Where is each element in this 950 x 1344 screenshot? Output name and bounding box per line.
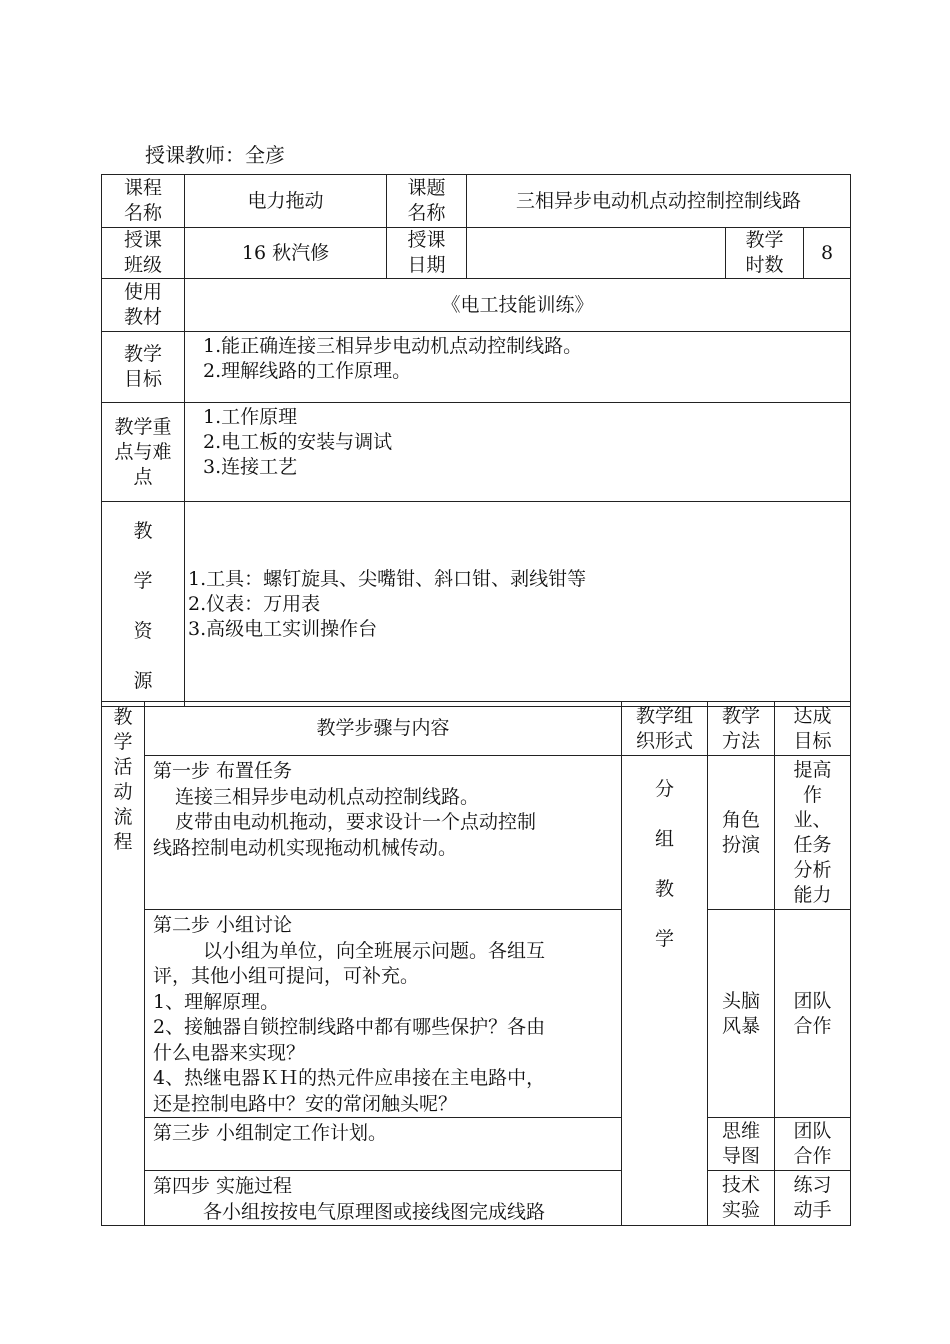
resource-item: 3.高级电工实训操作台 [188,617,378,640]
step-title: 第二步 小组讨论 [153,914,293,936]
step-3-method: 思维 导图 [708,1118,775,1171]
textbook-value: 《电工技能训练》 [185,279,851,332]
step-2-content [145,910,622,1118]
resources-label-char: 源 [133,670,153,692]
flow-header-method: 教学 方法 [708,702,775,756]
step-4-goal: 练习 动手 [775,1171,851,1226]
flow-header-steps: 教学步骤与内容 [145,702,622,756]
org-form-char: 组 [654,828,674,850]
step-line: 连接三相异步电动机点动控制线路。 [175,785,480,808]
goal-content [185,332,851,403]
step-line: 2、接触器自锁控制线路中都有哪些保护？各由 [153,1016,546,1038]
keypoint-item: 3.连接工艺 [203,456,298,478]
step-4-method: 技术 实验 [708,1171,775,1226]
step-line: 皮带由电动机拖动，要求设计一个点动控制 [175,811,537,833]
teacher-line: 授课教师：全彦 [145,143,285,167]
keypoint-item: 1.工作原理 [203,406,298,428]
step-2-method: 头脑 风暴 [708,910,775,1118]
org-form-cell [622,756,708,1226]
keypoint-item: 2.电工板的安装与调试 [203,431,393,453]
step-4-content [145,1171,622,1226]
resources-content [185,502,851,707]
hours-label: 教学 时数 [726,228,804,279]
org-form-char: 学 [654,928,674,950]
date-value [467,228,726,279]
step-line: 什么电器来实现？ [153,1041,306,1064]
hours-value: 8 [804,228,851,279]
topic-value: 三相异步电动机点动控制控制线路 [467,175,851,228]
resources-label-char: 学 [133,570,153,592]
course-name-label: 课程 名称 [102,175,185,228]
goal-item: 1.能正确连接三相异步电动机点动控制线路。 [203,335,583,357]
class-value: 16 秋汽修 [185,228,387,279]
resource-item: 2.仪表：万用表 [188,592,321,615]
step-3-goal: 团队 合作 [775,1118,851,1171]
course-name-value: 电力拖动 [185,175,387,228]
org-form-char: 分 [654,778,674,800]
step-line: 1、理解原理。 [153,990,280,1013]
class-label: 授课 班级 [102,228,185,279]
resource-item: 1.工具：螺钉旋具、尖嘴钳、斜口钳、剥线钳等 [188,567,587,590]
resources-label-char: 资 [133,620,153,642]
goal-label: 教学 目标 [102,332,185,403]
topic-label: 课题 名称 [387,175,467,228]
resources-label-char: 教 [133,520,153,542]
step-title: 第三步 小组制定工作计划。 [153,1122,388,1144]
keypoints-label: 教学重 点与难 点 [102,403,185,502]
keypoints-content [185,403,851,502]
step-1-method: 角色 扮演 [708,756,775,910]
step-3-content [145,1118,622,1171]
step-line: 线路控制电动机实现拖动机械传动。 [153,836,458,859]
flow-side-label: 教 学 活 动 流 程 [102,702,145,1226]
step-line: 评，其他小组可提问，可补充。 [153,965,420,987]
step-1-goal: 提高 作 业、 任务 分析 能力 [775,756,851,910]
step-title: 第四步 实施过程 [153,1175,293,1197]
flow-header-goal: 达成 目标 [775,702,851,756]
step-2-goal: 团队 合作 [775,910,851,1118]
org-form-char: 教 [654,878,674,900]
step-line: 以小组为单位，向全班展示问题。各组互 [203,939,546,962]
step-line: 还是控制电路中？安的常闭触头呢？ [153,1092,458,1115]
course-info-table [101,174,851,707]
step-title: 第一步 布置任务 [153,760,293,782]
resources-label [102,502,185,707]
step-1-content [145,756,622,910]
teaching-flow-table [101,701,851,1226]
textbook-label: 使用 教材 [102,279,185,332]
date-label: 授课 日期 [387,228,467,279]
flow-header-org: 教学组 织形式 [622,702,708,756]
goal-item: 2.理解线路的工作原理。 [203,360,412,382]
step-line: 各小组按按电气原理图或接线图完成线路 [203,1200,546,1223]
step-line: 4、热继电器ＫＨ的热元件应串接在主电路中， [153,1067,546,1089]
